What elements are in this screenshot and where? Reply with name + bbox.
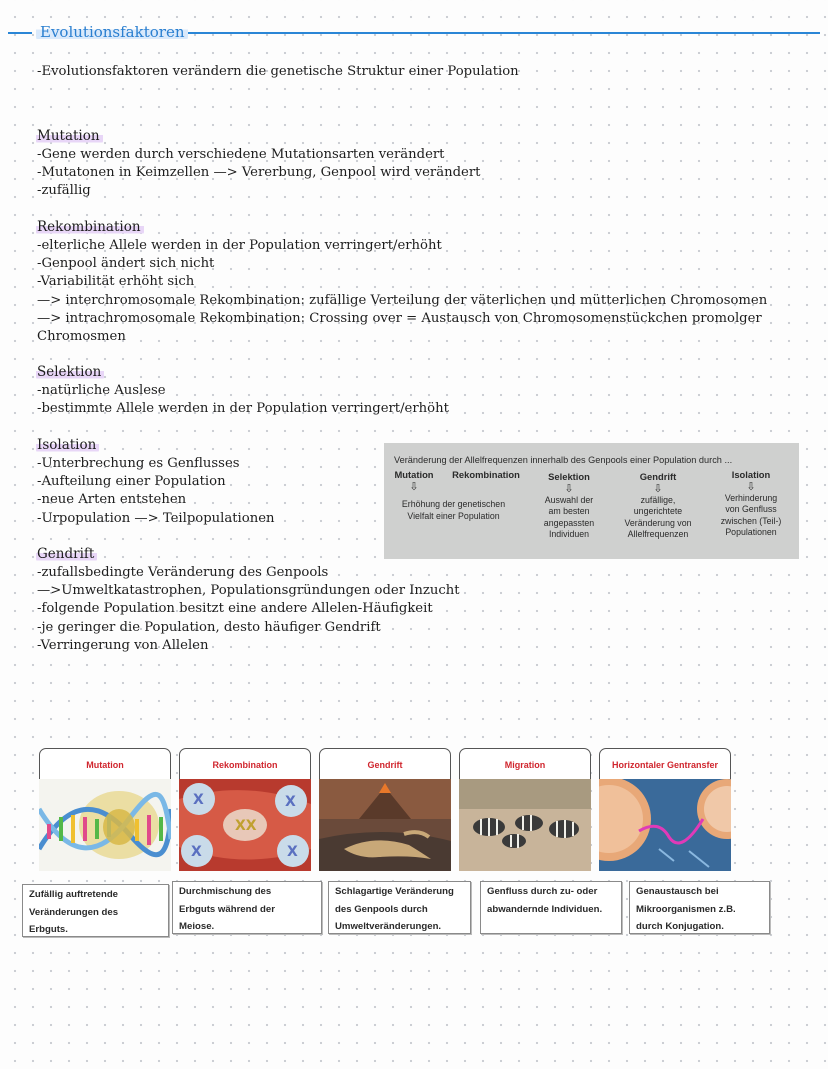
summary-col-rekombination [444, 469, 528, 481]
summary-col-isolation [710, 469, 792, 539]
card-label-migration: Migration [459, 748, 591, 780]
down-arrow-icon: ⇩ [653, 482, 663, 495]
zebra-herd-illustration [459, 779, 591, 871]
heading-rekombination: Rekombination [36, 219, 144, 235]
down-arrow-icon: ⇩ [409, 480, 419, 493]
summary-text-line: Allelfrequenzen [627, 529, 689, 539]
svg-text:X: X [193, 792, 204, 808]
desc-mutation [22, 884, 169, 937]
mutation-line: -Gene werden durch verschiedene Mutationsarten verändert [37, 147, 445, 162]
desc-migration [480, 881, 622, 934]
svg-text:XX: XX [235, 818, 257, 834]
desc-horizontaler-gentransfer [629, 881, 770, 934]
isolation-line: -Aufteilung einer Population [37, 474, 226, 490]
rekombination-line: -Genpool ändert sich nicht [37, 256, 215, 272]
card-horizontaler-gentransfer [599, 748, 731, 872]
desc-line: Genfluss durch zu- oder [487, 886, 598, 897]
mutation-lines [37, 146, 480, 201]
isolation-line: -Unterbrechung es Genflusses [37, 456, 240, 471]
desc-gendrift [328, 881, 471, 934]
summary-label-gendrift: Gendrift [639, 471, 677, 482]
gendrift-line: -Verringerung von Allelen [37, 637, 209, 653]
summary-label-isolation: Isolation [731, 469, 771, 480]
svg-text:X: X [285, 794, 296, 810]
summary-header: Veränderung der Allelfrequenzen innerhalb des Genpools einer Population durch ... [394, 455, 733, 465]
desc-line: Erbguts während der [179, 903, 275, 915]
card-label-gendrift: Gendrift [319, 748, 451, 780]
summary-col-selektion [534, 471, 604, 541]
rekombination-lines [37, 237, 767, 346]
heading-selektion: Selektion [36, 364, 104, 380]
summary-text-line: Erhöhung der genetischen [401, 499, 506, 509]
isolation-line: -neue Arten entstehen [37, 492, 187, 508]
selektion-line: -bestimmte Allele werden in der Population verringert/erhöht [37, 401, 449, 417]
summary-text-line: Individuen [548, 529, 590, 539]
desc-line: Zufällig auftretende [29, 889, 119, 900]
desc-rekombination [172, 881, 322, 934]
summary-text-line: Populationen [725, 527, 777, 537]
desc-line: abwandernde Individuen. [487, 903, 603, 915]
desc-line: Schlagartige Veränderung [335, 886, 454, 897]
summary-text-line: am besten [548, 506, 590, 516]
gendrift-line: -zufallsbedingte Veränderung des Genpools [37, 565, 329, 580]
card-label-mutation: Mutation [39, 748, 171, 780]
title-rule-right [188, 32, 820, 34]
summary-col-gendrift [612, 471, 704, 541]
heading-gendrift: Gendrift [36, 546, 97, 562]
summary-text-line: Verhinderung [724, 492, 778, 503]
desc-line: des Genpools durch [335, 903, 428, 915]
down-arrow-icon: ⇩ [564, 482, 574, 495]
summary-text-line: zufällige, [640, 494, 676, 505]
card-migration [459, 748, 591, 872]
card-mutation [39, 748, 171, 872]
summary-text-line: Vielfalt einer Population [407, 510, 500, 521]
summary-text-mut-rek [386, 499, 521, 522]
page-title: Evolutionsfaktoren [36, 23, 188, 41]
mutation-line: -Mutatonen in Keimzellen —> Vererbung, Genpool wird verändert [37, 165, 481, 181]
card-rekombination [179, 748, 311, 872]
intro-text: -Evolutionsfaktoren verändern die genetische Struktur einer Population [37, 64, 519, 79]
svg-text:X: X [287, 844, 298, 860]
rekombination-line: -elterliche Allele werden in der Population verringert/erhöht [37, 238, 442, 253]
summary-label-selektion: Selektion [548, 471, 590, 482]
mutation-line: -zufällig [37, 183, 91, 199]
rekombination-line: —> interchromosomale Rekombination: zufällige Verteilung der väterlichen und mütterlichen Chromosomen [37, 292, 768, 308]
summary-text-line: Veränderung von [624, 517, 692, 528]
summary-text-line: ungerichtete [633, 506, 683, 516]
desc-line: Mikroorganismen z.B. [636, 903, 736, 915]
bacteria-conjugation-illustration [599, 779, 731, 871]
volcano-dinosaur-illustration [319, 779, 451, 871]
chromosome-cells-illustration [179, 779, 311, 871]
isolation-lines [37, 455, 275, 528]
gendrift-line: —>Umweltkatastrophen, Populationsgründungen oder Inzucht [37, 583, 460, 599]
title-rule-left [8, 32, 32, 34]
card-label-horizontaler-gentransfer: Horizontaler Gentransfer [599, 748, 731, 780]
summary-col-mutation [390, 469, 438, 493]
heading-isolation: Isolation [36, 437, 99, 453]
selektion-line: -natürliche Auslese [37, 383, 166, 398]
gendrift-lines [37, 564, 460, 655]
card-label-rekombination: Rekombination [179, 748, 311, 780]
summary-text-line: zwischen (Teil-) [720, 515, 782, 526]
desc-line: Genaustausch bei [636, 886, 719, 897]
allelfrequenz-summary-photo [384, 443, 799, 559]
dna-helix-illustration [39, 779, 171, 871]
summary-label-rekombination: Rekombination [452, 469, 520, 480]
card-gendrift [319, 748, 451, 872]
rekombination-line: Chromosmen [37, 329, 126, 345]
summary-text-line: von Genfluss [725, 504, 777, 514]
desc-line: durch Konjugation. [636, 921, 724, 932]
desc-line: Meiose. [179, 921, 215, 932]
gendrift-line: -folgende Population besitzt eine andere Allelen-Häufigkeit [37, 601, 433, 617]
svg-text:X: X [191, 844, 202, 860]
rekombination-line: -Variabilität erhöht sich [37, 274, 195, 290]
gendrift-line: -je geringer die Population, desto häufiger Gendrift [37, 619, 381, 635]
desc-line: Durchmischung des [179, 886, 272, 897]
summary-text-line: angepassten [543, 517, 595, 528]
summary-text-line: Auswahl der [544, 494, 594, 505]
rekombination-line: —> intrachromosomale Rekombination: Crossing over = Austausch von Chromosomenstückchen promolger [37, 310, 762, 326]
isolation-line: -Urpopulation —> Teilpopulationen [37, 510, 275, 526]
desc-line: Veränderungen des [29, 906, 119, 918]
summary-label-mutation: Mutation [394, 469, 434, 480]
heading-mutation: Mutation [36, 128, 103, 144]
desc-line: Erbguts. [29, 924, 68, 935]
selektion-lines [37, 382, 449, 418]
down-arrow-icon: ⇩ [746, 480, 756, 493]
desc-line: Umweltveränderungen. [335, 921, 442, 932]
